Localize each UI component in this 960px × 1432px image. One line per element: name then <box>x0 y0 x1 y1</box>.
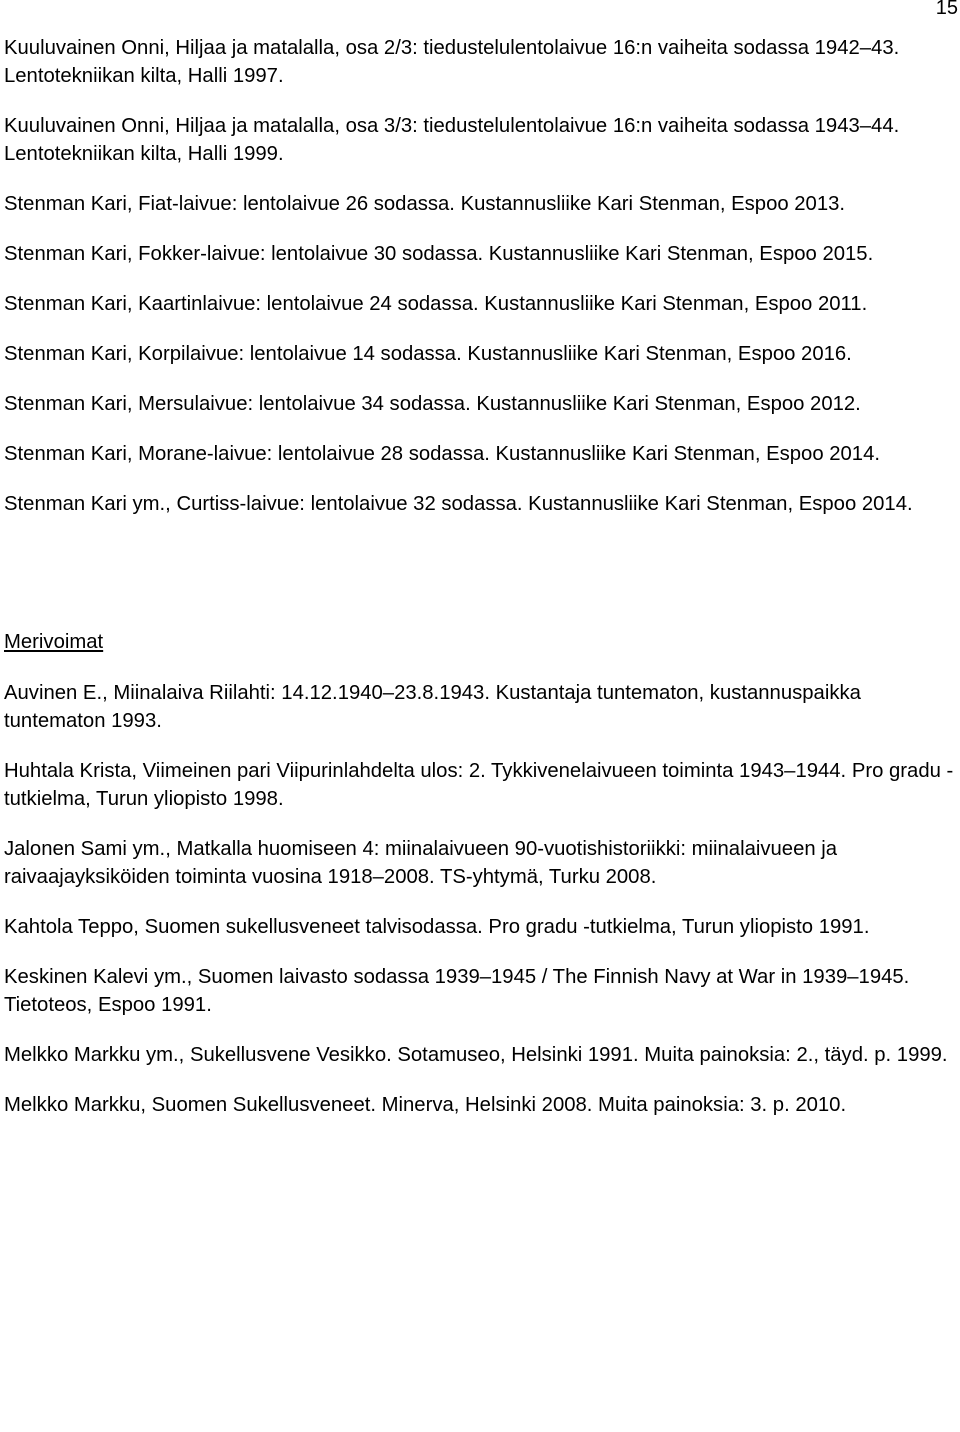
bibliography <box>4 34 956 1141</box>
reference-entry: Auvinen E., Miinalaiva Riilahti: 14.12.1940–23.8.1943. Kustantaja tuntematon, kustannuspaikka tuntematon 1993. <box>4 682 861 732</box>
reference-entry: Stenman Kari, Fiat-laivue: lentolaivue 26 sodassa. Kustannusliike Kari Stenman, Espoo 2013. <box>4 193 846 215</box>
reference-entry: Stenman Kari, Korpilaivue: lentolaivue 14 sodassa. Kustannusliike Kari Stenman, Espoo 2016. <box>4 343 852 365</box>
reference-entry: Keskinen Kalevi ym., Suomen laivasto sodassa 1939–1945 / The Finnish Navy at War in 1939–1945. Tietoteos, Espoo 1991. <box>4 966 910 1016</box>
reference-list-navy <box>4 679 956 1119</box>
reference-entry: Melkko Markku ym., Sukellusvene Vesikko. Sotamuseo, Helsinki 1991. Muita painoksia: 2., täyd. p. 1999. <box>4 1044 948 1066</box>
reference-entry: Melkko Markku, Suomen Sukellusveneet. Minerva, Helsinki 2008. Muita painoksia: 3. p. 2010. <box>4 1094 847 1116</box>
reference-entry: Stenman Kari, Kaartinlaivue: lentolaivue 24 sodassa. Kustannusliike Kari Stenman, Espoo 2011. <box>4 293 868 315</box>
reference-entry: Stenman Kari, Mersulaivue: lentolaivue 34 sodassa. Kustannusliike Kari Stenman, Espoo 2012. <box>4 393 861 415</box>
reference-entry: Jalonen Sami ym., Matkalla huomiseen 4: miinalaivueen 90-vuotishistoriikki: miinalaivueen ja raivaajayksiköiden toiminta vuosina 1918–2008. TS-yhtymä, Turku 2008. <box>4 838 838 888</box>
reference-entry: Stenman Kari ym., Curtiss-laivue: lentolaivue 32 sodassa. Kustannusliike Kari Stenman, Espoo 2014. <box>4 493 913 515</box>
reference-entry: Huhtala Krista, Viimeinen pari Viipurinlahdelta ulos: 2. Tykkivenelaivueen toiminta 1943–1944. Pro gradu -tutkielma, Turun yliopisto 1998. <box>4 760 954 810</box>
reference-entry: Kuuluvainen Onni, Hiljaa ja matalalla, osa 2/3: tiedustelulentolaivue 16:n vaiheita sodassa 1942–43. Lentotekniikan kilta, Halli 1997. <box>4 37 900 87</box>
page-number: 15 <box>935 0 958 19</box>
reference-entry: Kuuluvainen Onni, Hiljaa ja matalalla, osa 3/3: tiedustelulentolaivue 16:n vaiheita sodassa 1943–44. Lentotekniikan kilta, Halli 1999. <box>4 115 900 165</box>
reference-entry: Stenman Kari, Morane-laivue: lentolaivue 28 sodassa. Kustannusliike Kari Stenman, Espoo 2014. <box>4 443 880 465</box>
reference-entry: Stenman Kari, Fokker-laivue: lentolaivue 30 sodassa. Kustannusliike Kari Stenman, Espoo 2015. <box>4 243 874 265</box>
reference-list-air-force <box>4 34 956 518</box>
section-heading-navy: Merivoimat <box>4 631 104 653</box>
reference-entry: Kahtola Teppo, Suomen sukellusveneet talvisodassa. Pro gradu -tutkielma, Turun yliopisto 1991. <box>4 916 870 938</box>
